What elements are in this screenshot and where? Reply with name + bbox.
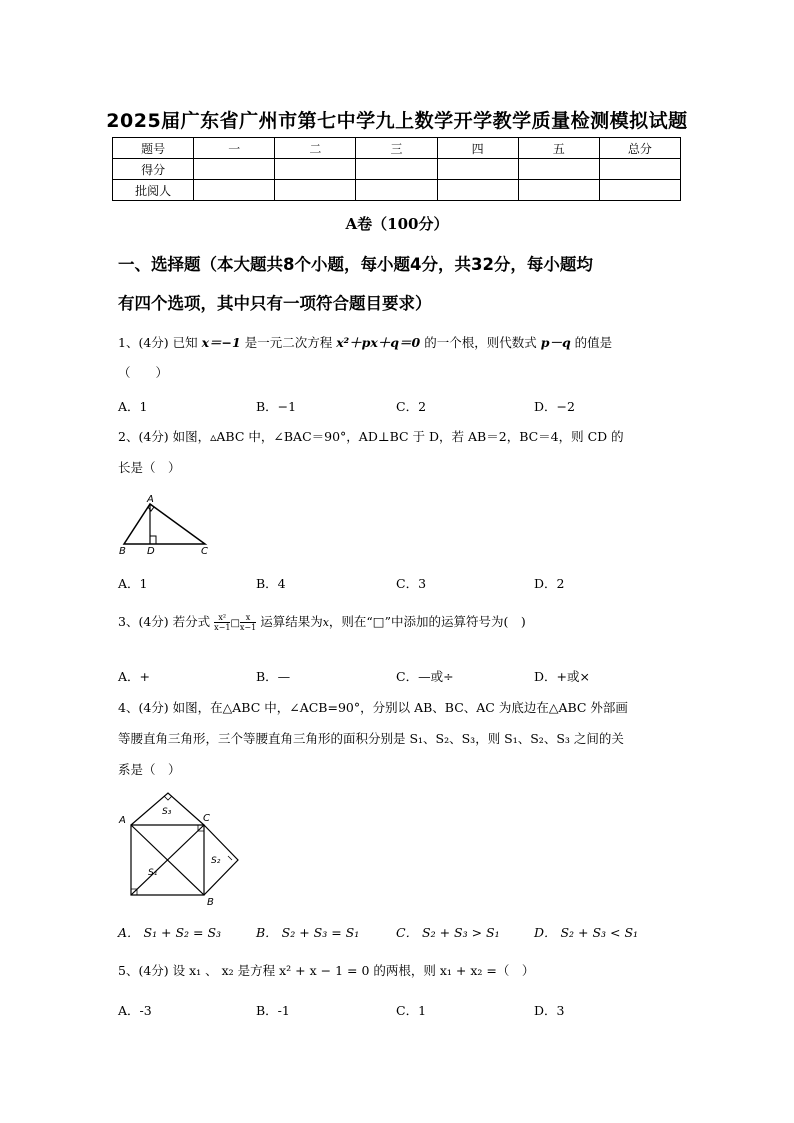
score-table	[112, 137, 681, 201]
reviewer-entry-cell[interactable]	[356, 180, 437, 201]
q3-fraction-1: $\frac{\text{x²}}{x-1}$	[214, 613, 231, 632]
table-cell: 一	[194, 138, 275, 159]
q1-option-a[interactable]: A．1	[118, 399, 148, 414]
q2-option-a[interactable]: A．1	[118, 576, 148, 591]
exam-title: 2025届广东省广州市第七中学九上数学开学教学质量检测模拟试题	[106, 110, 688, 132]
table-cell: 批阅人	[113, 180, 194, 201]
q2-option-b[interactable]: B．4	[256, 576, 286, 591]
q4-option-c[interactable]: C． S₂ + S₃ > S₁	[396, 925, 500, 940]
table-cell: 二	[275, 138, 356, 159]
table-cell: 五	[518, 138, 599, 159]
q4-option-b[interactable]: B． S₂ + S₃ = S₁	[256, 925, 360, 940]
q4-label-s1: S₁	[148, 868, 158, 878]
q2-label-c: C	[201, 546, 208, 557]
question-5-line: 5、(4分) 设 x₁ 、 x₂ 是方程 x² + x − 1 = 0 的两根，则 x₁ + x₂ =（ ）	[118, 963, 535, 978]
q2-option-d[interactable]: D．2	[534, 576, 565, 591]
q5-option-d[interactable]: D．3	[534, 1003, 565, 1018]
q5-option-b[interactable]: B．-1	[256, 1003, 290, 1018]
score-entry-cell[interactable]	[275, 159, 356, 180]
question-2-line1: 2、(4分) 如图，▵ABC 中，∠BAC＝90°，AD⊥BC 于 D，若 AB＝2，BC＝4，则 CD 的	[118, 429, 624, 444]
q1-option-b[interactable]: B．−1	[256, 399, 297, 414]
q4-label-s2: S₂	[211, 856, 221, 866]
question-2-line2: 长是（ ）	[118, 460, 181, 475]
question-1-paren: （ ）	[118, 365, 169, 380]
score-row	[113, 159, 681, 180]
q4-option-a[interactable]: A． S₁ + S₂ = S₃	[118, 925, 222, 940]
reviewer-entry-cell[interactable]	[599, 180, 680, 201]
q1-condition: x＝−1	[201, 335, 241, 350]
q4-option-d[interactable]: D． S₂ + S₃ < S₁	[534, 925, 639, 940]
score-table-header	[113, 138, 681, 159]
q3-option-d[interactable]: D．+或×	[534, 669, 590, 684]
q3-option-c[interactable]: C．—或÷	[396, 669, 454, 684]
q1-option-c[interactable]: C．2	[396, 399, 427, 414]
q3-fraction-2: $\frac{x}{x-1}$	[239, 613, 257, 632]
reviewer-entry-cell[interactable]	[275, 180, 356, 201]
q5-option-a[interactable]: A．-3	[118, 1003, 152, 1018]
reviewer-entry-cell[interactable]	[518, 180, 599, 201]
q3-result: x	[322, 616, 329, 629]
q4-triangle-figure	[114, 788, 244, 906]
q4-label-b: B	[207, 897, 214, 906]
q1-equation: x²＋px＋q＝0	[336, 335, 421, 350]
q4-label-s3: S₃	[162, 807, 172, 817]
question-1-line1: 1、(4分) 已知 x＝−1 是一元二次方程 x²＋px＋q＝0 的一个根，则代数式 p－q 的值是	[118, 335, 613, 350]
q2-label-d: D	[147, 546, 155, 557]
q1-expression: p－q	[540, 335, 571, 350]
part1-heading-line2: 有四个选项，其中只有一项符合题目要求）	[118, 294, 432, 313]
q5-option-c[interactable]: C．1	[396, 1003, 427, 1018]
table-cell: 总分	[599, 138, 680, 159]
score-entry-cell[interactable]	[356, 159, 437, 180]
q4-label-a: A	[119, 815, 126, 826]
question-4-line1: 4、(4分) 如图，在△ABC 中，∠ACB=90°，分别以 AB、BC、AC 为底边在△ABC 外部画	[118, 700, 628, 715]
q2-label-a: A	[147, 494, 154, 505]
q1-option-d[interactable]: D．−2	[534, 399, 575, 414]
score-entry-cell[interactable]	[437, 159, 518, 180]
section-a-title: A卷（100分）	[345, 215, 449, 233]
question-4-line3: 系是（ ）	[118, 762, 181, 777]
q3-option-b[interactable]: B．—	[256, 669, 291, 684]
score-entry-cell[interactable]	[518, 159, 599, 180]
part1-heading-line1: 一、选择题（本大题共8个小题，每小题4分，共32分，每小题均	[118, 255, 593, 274]
question-4-line2: 等腰直角三角形，三个等腰直角三角形的面积分别是 S₁、S₂、S₃，则 S₁、S₂、S₃ 之间的关	[118, 731, 624, 746]
score-entry-cell[interactable]	[194, 159, 275, 180]
question-3-line: 3、(4分) 若分式 $\frac{\text{x²}}{x-1}$ □ $\frac{x}{x-1}$ 运算结果为x，则在“□”中添加的运算符号为( )	[118, 613, 526, 632]
table-cell: 四	[437, 138, 518, 159]
table-cell: 得分	[113, 159, 194, 180]
q2-label-b: B	[119, 546, 126, 557]
reviewer-row	[113, 180, 681, 201]
reviewer-entry-cell[interactable]	[194, 180, 275, 201]
score-entry-cell[interactable]	[599, 159, 680, 180]
q4-label-c: C	[203, 813, 210, 824]
q2-option-c[interactable]: C．3	[396, 576, 427, 591]
table-cell: 三	[356, 138, 437, 159]
q2-triangle-figure	[114, 490, 214, 558]
q3-option-a[interactable]: A．+	[118, 669, 151, 684]
q3-box: □	[230, 618, 240, 629]
table-cell: 题号	[113, 138, 194, 159]
reviewer-entry-cell[interactable]	[437, 180, 518, 201]
